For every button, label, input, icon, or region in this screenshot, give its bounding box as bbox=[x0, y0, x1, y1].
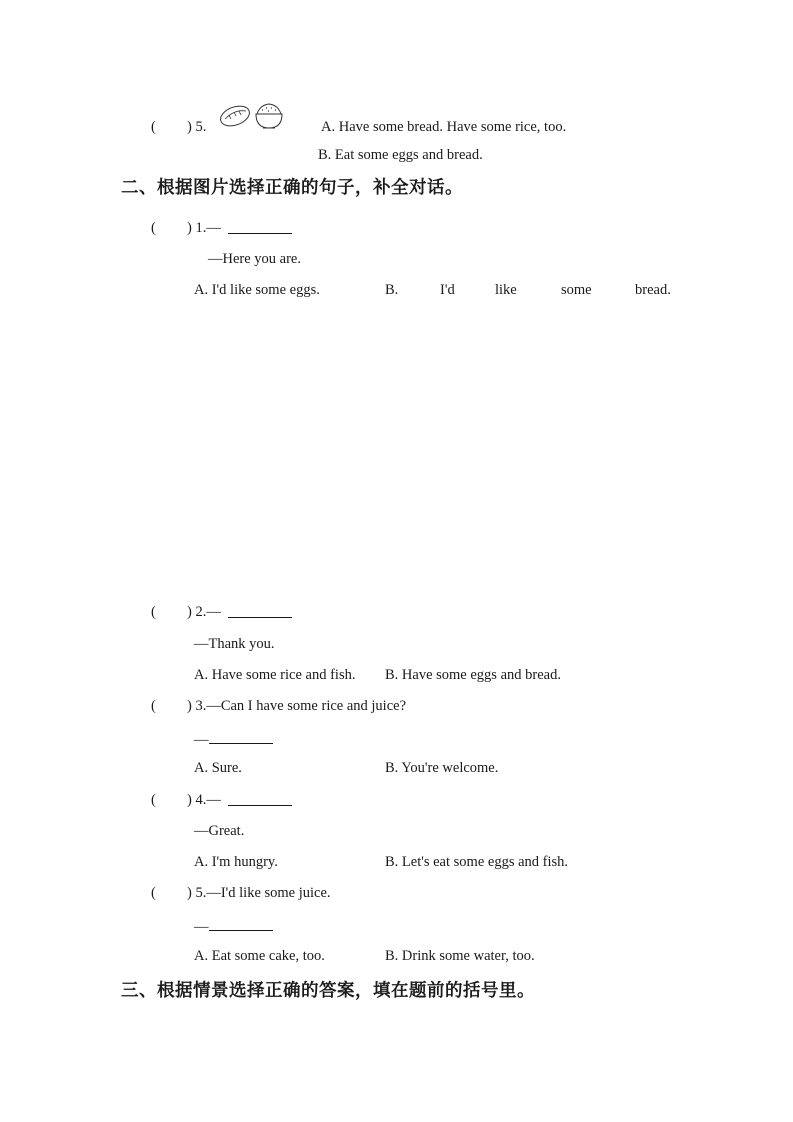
option-a: A. I'm hungry. bbox=[194, 854, 278, 870]
option-a: A. Have some bread. Have some rice, too. bbox=[321, 119, 567, 135]
option-b: B. Drink some water, too. bbox=[385, 948, 535, 964]
question-text: ) 5.—I'd like some juice. bbox=[187, 885, 331, 901]
option-b-word: some bbox=[561, 282, 592, 298]
option-b-word: like bbox=[495, 282, 517, 298]
dialogue-reply: — bbox=[194, 918, 273, 935]
option-b: B. Eat some eggs and bread. bbox=[318, 147, 483, 163]
option-b: B. You're welcome. bbox=[385, 760, 499, 776]
option-b: B. Have some eggs and bread. bbox=[385, 667, 561, 683]
dialogue-reply: — bbox=[194, 731, 273, 748]
dialogue-reply: —Here you are. bbox=[208, 251, 301, 267]
question-number: ) 1.— bbox=[187, 220, 221, 236]
option-a: A. I'd like some eggs. bbox=[194, 282, 320, 298]
answer-paren-open: ( bbox=[151, 604, 156, 620]
bread-icon bbox=[218, 102, 252, 129]
answer-paren-open: ( bbox=[151, 698, 156, 714]
question-number: ) 2.— bbox=[187, 604, 221, 620]
answer-blank[interactable] bbox=[209, 731, 273, 744]
q5-picture bbox=[218, 99, 286, 133]
option-a: A. Eat some cake, too. bbox=[194, 948, 325, 964]
dialogue-reply: —Thank you. bbox=[194, 636, 275, 652]
answer-blank[interactable] bbox=[228, 605, 292, 618]
answer-paren-open: ( bbox=[151, 885, 156, 901]
section-heading: 三、根据情景选择正确的答案，填在题前的括号里。 bbox=[121, 981, 535, 1001]
rice-bowl-icon bbox=[256, 104, 282, 128]
answer-paren-open: ( bbox=[151, 792, 156, 808]
option-b-word: I'd bbox=[440, 282, 455, 298]
question-text: ) 3.—Can I have some rice and juice? bbox=[187, 698, 407, 714]
question-number: ) 4.— bbox=[187, 792, 221, 808]
answer-paren-open: ( bbox=[151, 119, 156, 135]
dialogue-reply: —Great. bbox=[194, 823, 245, 839]
answer-blank[interactable] bbox=[228, 221, 292, 234]
option-a: A. Have some rice and fish. bbox=[194, 667, 356, 683]
answer-blank[interactable] bbox=[228, 793, 292, 806]
option-a: A. Sure. bbox=[194, 760, 242, 776]
option-b: B. Let's eat some eggs and fish. bbox=[385, 854, 569, 870]
option-b-word: bread. bbox=[635, 282, 671, 298]
answer-blank[interactable] bbox=[209, 918, 273, 931]
answer-paren-open: ( bbox=[151, 220, 156, 236]
section-heading: 二、根据图片选择正确的句子，补全对话。 bbox=[121, 178, 463, 198]
option-b-word: B. bbox=[385, 282, 399, 298]
question-number: ) 5. bbox=[187, 119, 207, 135]
